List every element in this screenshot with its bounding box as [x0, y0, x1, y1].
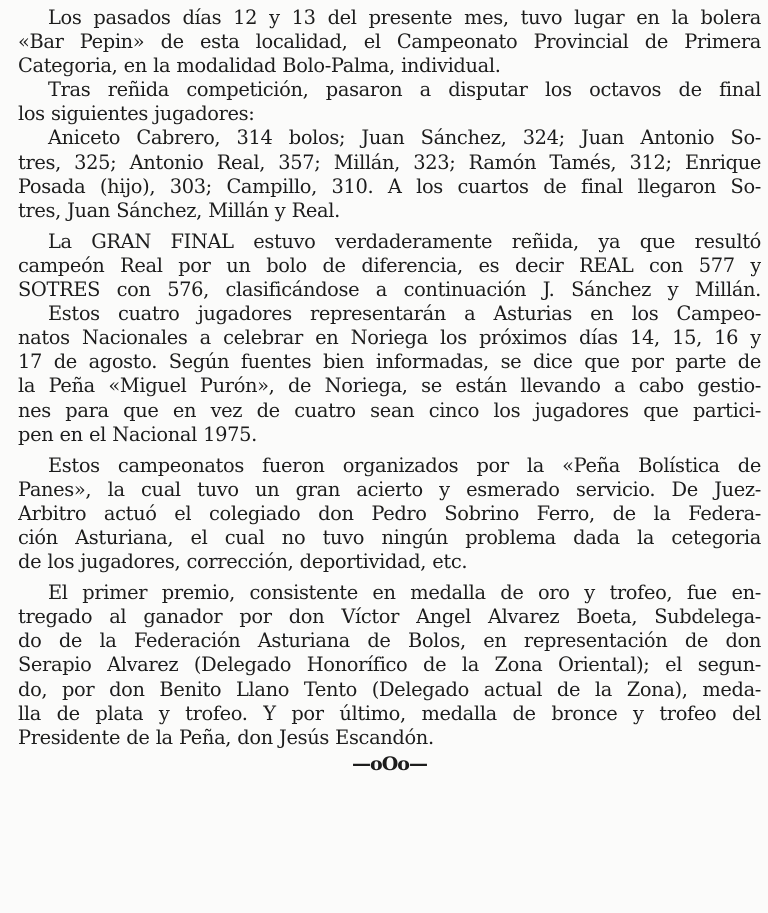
- paragraph-round-of-16: [18, 78, 761, 126]
- text-line: do de la Federación Asturiana de Bolos, en representación de don: [18, 629, 761, 653]
- paragraph-gap: [18, 447, 761, 454]
- text-line: Tras reñida competición, pasaron a disputar los octavos de final: [48, 78, 761, 102]
- text-line: de los jugadores, corrección, deportividad, etc.: [18, 550, 468, 574]
- text-line: Estos cuatro jugadores representarán a Asturias en los Campeo-: [48, 302, 761, 326]
- paragraph-gap: [18, 223, 761, 230]
- text-line: Panes», la cual tuvo un gran acierto y esmerado servicio. De Juez-: [18, 477, 761, 501]
- paragraph-grand-final: [18, 230, 761, 302]
- text-line: SOTRES con 576, clasificándose a continuación J. Sánchez y Millán.: [18, 278, 761, 302]
- text-line: nes para que en vez de cuatro sean cinco los jugadores que partici-: [18, 398, 761, 422]
- text-line: ción Asturiana, el cual no tuvo ningún problema dada la cetegoria: [18, 525, 761, 549]
- text-line: campeón Real por un bolo de diferencia, es decir REAL con 577 y: [18, 253, 761, 277]
- text-line: Presidente de la Peña, don Jesús Escandón.: [18, 725, 434, 749]
- text-line: la Peña «Miguel Purón», de Noriega, se están llevando a cabo gestio-: [18, 374, 761, 398]
- text-line: lla de plata y trofeo. Y por último, medalla de bronce y trofeo del: [18, 701, 761, 725]
- text-line: los siguientes jugadores:: [18, 102, 255, 126]
- text-line: Arbitro actuó el colegiado don Pedro Sobrino Ferro, de la Federa-: [18, 501, 761, 525]
- text-line: Serapio Alvarez (Delegado Honorífico de la Zona Oriental); el segun-: [18, 653, 761, 677]
- text-line: tres, Juan Sánchez, Millán y Real.: [18, 198, 340, 222]
- text-line: 17 de agosto. Según fuentes bien informadas, se dice que por parte de: [18, 350, 761, 374]
- paragraph-organizers: [18, 454, 761, 574]
- text-line: El primer premio, consistente en medalla de oro y trofeo, fue en-: [48, 581, 761, 605]
- text-line: «Bar Pepin» de esta localidad, el Campeonato Provincial de Primera: [18, 30, 761, 54]
- text-line: Posada (hijo), 303; Campillo, 310. A los cuartos de final llegaron So-: [18, 174, 761, 198]
- text-line: natos Nacionales a celebrar en Noriega los próximos días 14, 15, 16 y: [18, 326, 761, 350]
- text-line: tres, 325; Antonio Real, 357; Millán, 323; Ramón Tamés, 312; Enrique: [18, 150, 761, 174]
- paragraph-prizes: [18, 581, 761, 750]
- text-line: La GRAN FINAL estuvo verdaderamente reñida, ya que resultó: [48, 229, 761, 253]
- end-ornament: —oOo—: [352, 752, 427, 775]
- text-line: tregado al ganador por don Víctor Angel Alvarez Boeta, Subdelega-: [18, 605, 761, 629]
- paragraph-championship-intro: [18, 6, 761, 78]
- text-line: do, por don Benito Llano Tento (Delegado actual de la Zona), meda-: [18, 677, 761, 701]
- paragraph-player-scores: [18, 126, 761, 222]
- paragraph-gap: [18, 574, 761, 581]
- text-line: Los pasados días 12 y 13 del presente mes, tuvo lugar en la bolera: [48, 6, 761, 29]
- text-line: pen en el Nacional 1975.: [18, 422, 257, 446]
- text-line: Aniceto Cabrero, 314 bolos; Juan Sánchez, 324; Juan Antonio So-: [48, 126, 761, 150]
- paragraph-national-championship: [18, 302, 761, 447]
- article-body: [18, 6, 761, 776]
- text-line: Estos campeonatos fueron organizados por la «Peña Bolística de: [48, 453, 761, 477]
- text-line: Categoria, en la modalidad Bolo-Palma, individual.: [18, 54, 501, 78]
